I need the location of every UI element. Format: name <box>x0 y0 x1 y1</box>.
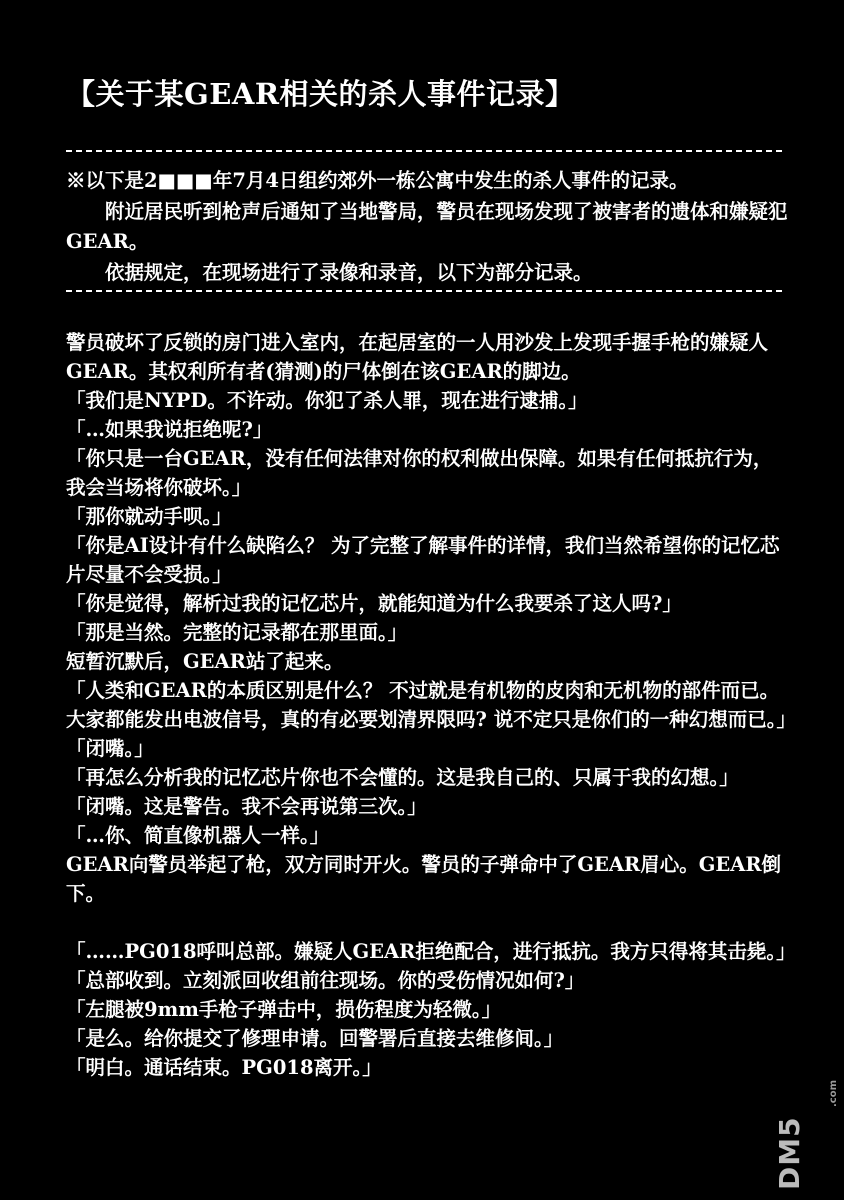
dialogue-line: 「我们是NYPD。不许动。你犯了杀人罪，现在进行逮捕。」 <box>66 389 588 412</box>
paragraph-gap <box>66 908 790 937</box>
record-transcript <box>66 328 796 1082</box>
watermark-domain: .com <box>828 1080 839 1108</box>
radio-line: 「……PG018呼叫总部。嫌疑人GEAR拒绝配合，进行抵抗。我方只得将其击毙。」 <box>66 940 796 963</box>
radio-line: 「总部收到。立刻派回收组前往现场。你的受伤情况如何?」 <box>66 969 585 992</box>
dialogue-line: 「你是AI设计有什么缺陷么？ 为了完整了解事件的详情，我们当然希望你的记忆芯片尽量不会受损。」 <box>66 534 780 586</box>
divider-bottom <box>66 290 782 292</box>
radio-line: 「左腿被9mm手枪子弹击中，损伤程度为轻微。」 <box>66 998 502 1021</box>
dialogue-line: 「闭嘴。」 <box>66 737 154 760</box>
dialogue-line: 「你只是一台GEAR，没有任何法律对你的权利做出保障。如果有任何抵抗行为，我会当场将你破坏。」 <box>66 447 773 499</box>
radio-line: 「明白。通话结束。PG018离开。」 <box>66 1056 382 1079</box>
narration: GEAR向警员举起了枪，双方同时开火。警员的子弹命中了GEAR眉心。GEAR倒下。 <box>66 853 782 905</box>
radio-line: 「是么。给你提交了修理申请。回警署后直接去维修间。」 <box>66 1027 564 1050</box>
narration: 警员破坏了反锁的房门进入室内，在起居室的一人用沙发上发现手握手枪的嫌疑人GEAR。其权利所有者(猜测)的尸体倒在该GEAR的脚边。 <box>66 331 769 383</box>
watermark <box>773 1080 839 1190</box>
intro-note <box>66 166 788 288</box>
dialogue-line: 「…你、简直像机器人一样。」 <box>66 824 330 847</box>
dialogue-line: 「你是觉得，解析过我的记忆芯片，就能知道为什么我要杀了这人吗?」 <box>66 592 682 615</box>
dialogue-line: 「那你就动手呗。」 <box>66 505 232 528</box>
dialogue-line: 「闭嘴。这是警告。我不会再说第三次。」 <box>66 795 427 818</box>
dialogue-line: 「再怎么分析我的记忆芯片你也不会懂的。这是我自己的、只属于我的幻想。」 <box>66 766 739 789</box>
dialogue-line: 「那是当然。完整的记录都在那里面。」 <box>66 621 408 644</box>
dialogue-line: 「…如果我说拒绝呢?」 <box>66 418 273 441</box>
divider-top <box>66 150 782 152</box>
dialogue-line: 「人类和GEAR的本质区别是什么？ 不过就是有机物的皮肉和无机物的部件而已。大家都能发出电波信号，真的有必要划清界限吗? 说不定只是你们的一种幻想而已。」 <box>66 679 796 731</box>
intro-line: ※以下是2■■■年7月4日组约郊外一栋公寓中发生的杀人事件的记录。 <box>66 169 689 192</box>
intro-line: 附近居民听到枪声后通知了当地警局，警员在现场发现了被害者的遗体和嫌疑犯GEAR。 <box>66 199 788 253</box>
watermark-logo: DM5 <box>773 1116 806 1190</box>
page-title: 【关于某GEAR相关的杀人事件记录】 <box>66 77 575 111</box>
narration: 短暂沉默后，GEAR站了起来。 <box>66 650 344 673</box>
intro-line: 依据规定，在现场进行了录像和录音，以下为部分记录。 <box>105 260 593 284</box>
